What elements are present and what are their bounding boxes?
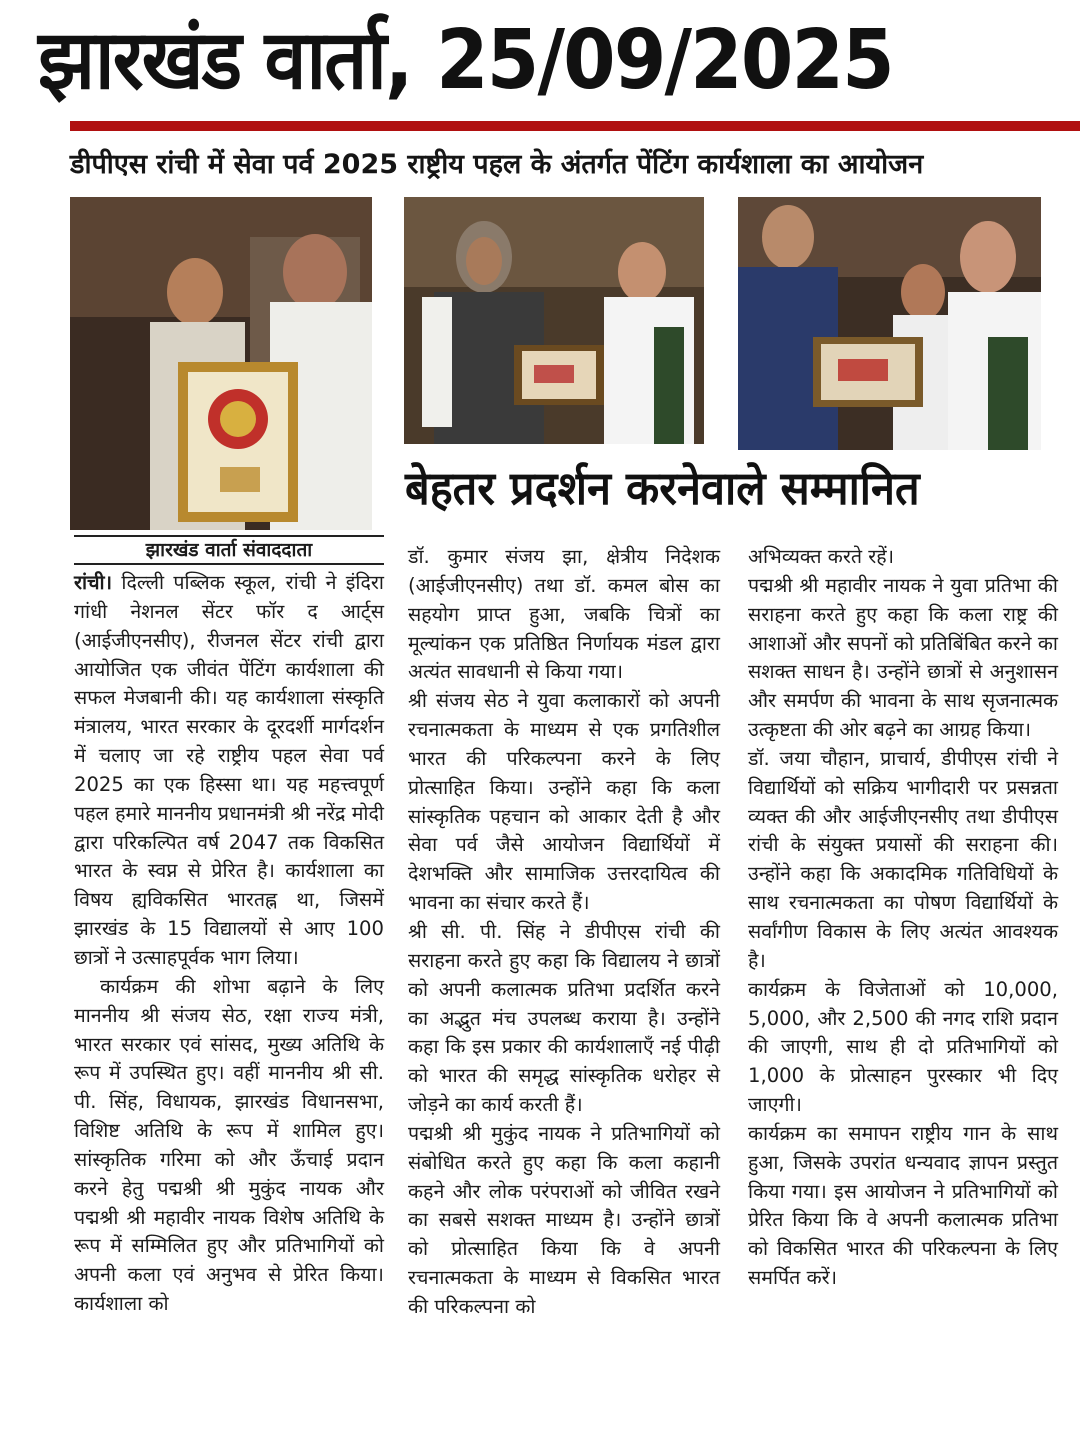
photo-award-girl-2 [738, 197, 1041, 450]
paragraph: पद्मश्री श्री मुकुंद नायक ने प्रतिभागियों को संबोधित करते हुए कहा कि कला कहानी कहने और लोक परंपराओं को जीवित रखने का सबसे सशक्त माध्यम है। उन्होंने छात्रों को प्रोत्साहित किया कि वे अपनी रचनात्मकता के माध्यम से विकसित भारत की परिकल्पना को [408, 1121, 720, 1318]
paragraph: डॉ. कुमार संजय झा, क्षेत्रीय निदेशक (आईजीएनसीए) तथा डॉ. कमल बोस का सहयोग प्राप्त हुआ, जबकि चित्रों का मूल्यांकन एक प्रतिष्ठित निर्णायक मंडल द्वारा अत्यंत सावधानी से किया गया। [408, 545, 720, 684]
paragraph: डॉ. जया चौहान, प्राचार्य, डीपीएस रांची ने विद्यार्थियों को सक्रिय भागीदारी पर प्रसन्नता व्यक्त की और आईजीएनसीए तथा डीपीएस रांची के संयुक्त प्रयासों की सराहना की। उन्होंने कहा कि अकादमिक गतिविधियों के साथ रचनात्मकता का पोषण विद्यार्थियों के सर्वांगीण विकास के लिए अत्यंत आवश्यक है। [748, 746, 1058, 972]
masthead-title: झारखंड वार्ता, 25/09/2025 [38, 13, 893, 108]
paragraph: कार्यक्रम का समापन राष्ट्रीय गान के साथ हुआ, जिसके उपरांत धन्यवाद ज्ञापन प्रस्तुत किया गया। इस आयोजन ने प्रतिभागियों को प्रेरित किया कि वे अपनी कलात्मक प्रतिभा को विकसित भारत की परिकल्पना के लिए समर्पित करें। [748, 1121, 1058, 1290]
article-column-1 [74, 535, 384, 1319]
article-column-3 [748, 543, 1058, 1293]
paragraph: कार्यक्रम के विजेताओं को 10,000, 5,000, और 2,500 की नगद राशि प्रदान की जाएगी, साथ ही दो प्रतिभागियों को 1,000 के प्रोत्साहन पुरस्कार भी दिए जाएगी। [748, 977, 1058, 1117]
paragraph [74, 569, 384, 973]
paragraph-text: दिल्ली पब्लिक स्कूल, रांची ने इंदिरा गांधी नेशनल सेंटर फॉर द आर्ट्स (आईजीएनसीए), रीजनल सेंटर रांची द्वारा आयोजित एक जीवंत पेंटिंग कार्यशाला की सफल मेजबानी की। यह कार्यशाला संस्कृति मंत्रालय, भारत सरकार के दूरदर्शी मार्गदर्शन में चलाए जा रहे राष्ट्रीय पहल सेवा पर्व 2025 का एक हिस्सा था। यह महत्त्वपूर्ण पहल हमारे माननीय प्रधानमंत्री श्री नरेंद्र मोदी द्वारा परिकल्पित वर्ष 2047 तक विकसित भारत के स्वप्न से प्रेरित है। कार्यशाला का विषय ह्यविकसित भारतह्न था, जिसमें झारखंड के 15 विद्यालयों से आए 100 छात्रों ने उत्साहपूर्वक भाग लिया। [74, 571, 384, 969]
photo-icon [738, 197, 1041, 450]
subhead: बेहतर प्रदर्शन करनेवाले सम्मानित [405, 461, 920, 515]
byline: झारखंड वार्ता संवाददाता [74, 535, 384, 565]
article-column-2 [408, 543, 720, 1322]
paragraph: पद्मश्री श्री महावीर नायक ने युवा प्रतिभा की सराहना करते हुए कहा कि कला राष्ट्र की आशाओं और सपनों को प्रतिबिंबित करने का सशक्त साधन है। उन्होंने छात्रों से अनुशासन और समर्पण की भावना के साथ सृजनात्मक उत्कृष्टता की ओर बढ़ने का आग्रह किया। [748, 573, 1058, 742]
photo-icon [70, 197, 372, 530]
paragraph: श्री संजय सेठ ने युवा कलाकारों को अपनी रचनात्मकता के माध्यम से एक प्रगतिशील भारत की परिकल्पना करने के लिए प्रोत्साहित किया। उन्होंने कहा कि कला सांस्कृतिक पहचान को आकार देती है और सेवा पर्व जैसे आयोजन विद्यार्थियों में देशभक्ति और सामाजिक उत्तरदायित्व की भावना का संचार करते हैं। [408, 689, 720, 915]
photo-award-girl-1 [404, 197, 704, 444]
paragraph: श्री सी. पी. सिंह ने डीपीएस रांची की सराहना करते हुए कहा कि विद्यालय ने छात्रों को अपनी कलात्मक प्रतिभा प्रदर्शित करने का अद्भुत मंच उपलब्ध कराया है। उन्होंने कहा कि इस प्रकार की कार्यशालाएँ नई पीढ़ी को भारत की समृद्ध सांस्कृतिक धरोहर से जोड़ने का कार्य करती हैं। [408, 919, 720, 1117]
photo-award-boy [70, 197, 372, 530]
paragraph: अभिव्यक्त करते रहें। [748, 545, 895, 568]
dateline: रांची। [74, 571, 113, 594]
masthead [0, 0, 1080, 120]
photo-icon [404, 197, 704, 444]
headline: डीपीएस रांची में सेवा पर्व 2025 राष्ट्रीय पहल के अंतर्गत पेंटिंग कार्यशाला का आयोजन [70, 149, 924, 180]
paragraph: कार्यक्रम की शोभा बढ़ाने के लिए माननीय श्री संजय सेठ, रक्षा राज्य मंत्री, भारत सरकार एवं सांसद, मुख्य अतिथि के रूप में उपस्थित हुए। वहीं माननीय श्री सी. पी. सिंह, विधायक, झारखंड विधानसभा, विशिष्ट अतिथि के रूप में शामिल हुए। सांस्कृतिक गरिमा को और ऊँचाई प्रदान करने हेतु पद्मश्री श्री मुकुंद नायक और पद्मश्री श्री महावीर नायक विशेष अतिथि के रूप में सम्मिलित हुए और प्रतिभागियों को अपनी कला एवं अनुभव से प्रेरित किया। कार्यशाला को [74, 974, 384, 1316]
masthead-rule [70, 121, 1080, 131]
